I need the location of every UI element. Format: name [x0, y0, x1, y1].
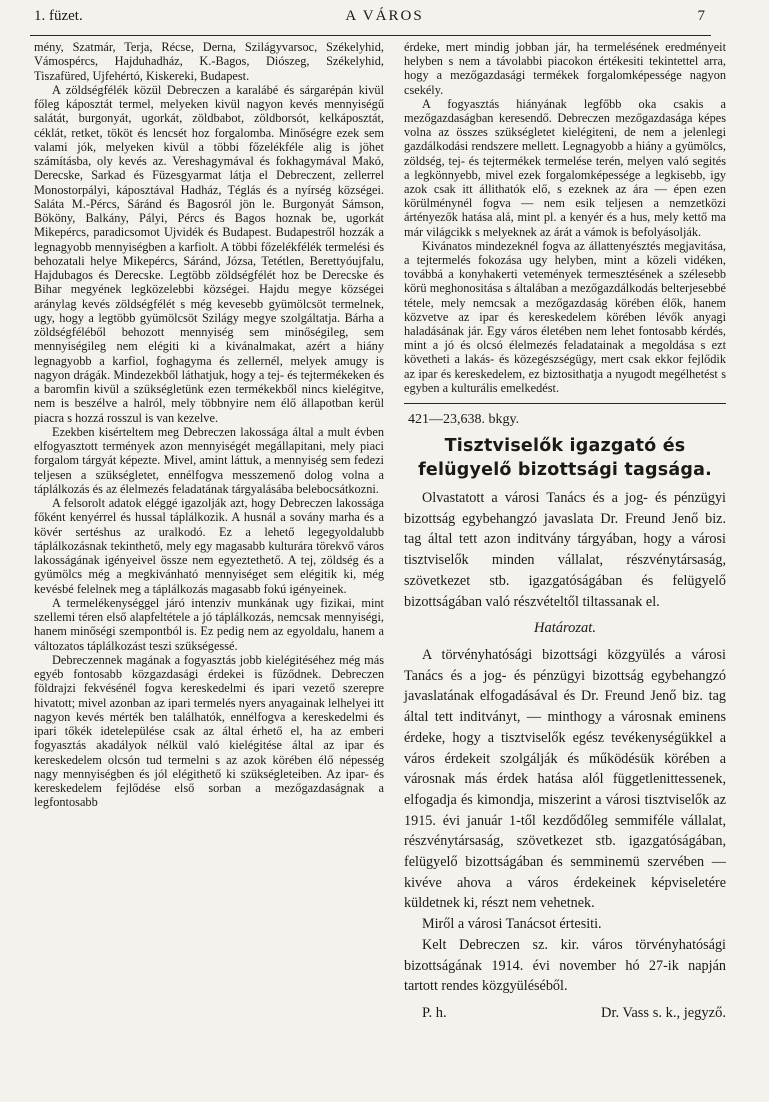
header-rule: [30, 35, 711, 36]
proposal-paragraph: Olvastatott a városi Tanács és a jog- és pénzügyi bizottság egybehangzó javaslata Dr. Freund Jenő biz. tag által tett azon inditvány tárgyában, hogy a városi tisztviselők minden vállalat, részvénytársaság, szövetkezet stb. igazgatóságában és felügyelő bizottságában való részvételtől tiltassanak el.: [404, 490, 726, 610]
dated-paragraph: Kelt Debreczen sz. kir. város törvényhatósági bizottságának 1914. évi november hó 27-ik napján tartott rendes közgyüléséből.: [404, 936, 726, 995]
publication-title: A VÁROS: [345, 8, 424, 24]
signature-line: [404, 1005, 726, 1027]
running-header: [0, 8, 769, 30]
signatory: Dr. Vass s. k., jegyző.: [601, 1004, 726, 1021]
document-number: 421—23,638. bkgy.: [408, 412, 520, 428]
decision-paragraph: A törvényhatósági bizottsági közgyülés a városi Tanács és a jog- és pénzügyi bizottság egybehangzó javaslatának elfogadásával és Dr. Freund Jenő biz. tag által tett inditványt, — minthogy a városnak eminens érdeke, hogy a tisztviselők egész tevékenységükkel a város érdekeit szolgálják és működésük körében a városnak más érdek hatása alól függetlenittessenek, elfogadja és kimondja, miszerint a városi tisztviselők az 1915. évi január 1-től kezdődőleg semmiféle vállalat, részvénytársaság, szövetkezet stb. igazgatóságában, felügyelő bizottságában és semminemü szervében — kivéve ahova a város érdekeinek képviseletére küldetnek ki, részt nem vehetnek.: [404, 647, 726, 912]
paragraph: érdeke, mert mindig jobban jár, ha termelésének eredményeit helyben s nem a távolabbi piacokon értékesiti tekintettel arra, hogy a mezőgazdasági termékek forgalomképessége nagyon csekély.: [404, 40, 726, 97]
paragraph: Kivánatos mindezeknél fogva az állattenyésztés megjavitása, a tejtermelés fokozása ugy helyben, mint a közeli vidéken, továbbá a konyhakerti vetemények termesztésének a szélesebb körü meghonositása s általában a mezőgazdálkodás belterjesebbé tétele, mely nemcsak a mezőgazdaság körében élők, hanem közvetve az ipar és kereskedelem körében lévők anyagi haladásának jár. Egy város életében nem lehet fontosabb kérdés, mint a jó és olcsó élelmezés feladatainak a megoldása s ezt követheti a lakás- és közegészségügy, mert csak ekkor fejlődik az ipar és kereskedelem, ez biztosithatja a nyugodt megélhetést s egyben a kulturális emelkedést.: [404, 238, 726, 395]
section-divider: [404, 403, 726, 404]
right-column: [404, 40, 726, 1027]
paragraph: mény, Szatmár, Terja, Récse, Derna, Szilágyvarsoc, Székelyhid, Vámospércs, Hajduhadház, K.-Bagos, Diószeg, Székelyhid, Tiszafüred, Ujfehértó, Kiskereki, Budapest.: [34, 40, 384, 83]
paragraph: A fogyasztás hiányának legfőbb oka csakis a mezőgazdaságban keresendő. Debreczen mezőgazdasága képes volna az összes szükségletet kielégiteni, de nem a jelenlegi gazdálkodási rendszere mellett. Legnagyobb a hiány a gyümölcs, zöldség, tej- és tejtermékek termelése terén, melyen való segités a legkönnyebb, mivel ezek forgalomképessége a legkisebb, igy azok csak itt állithatók elő, s ezeknek az ára — épen ezen körülménynél fogva — nem esik teljesen a nemzetközi ártényezők hatása alá, mint pl. a kenyér és a hus, mely kettő ma már világcikk s melyeknek az árát a vámok is befolyásolják.: [404, 96, 726, 239]
article-continuation: [404, 40, 726, 395]
paragraph: A zöldségfélék közül Debreczen a karalábé és sárgarépán kivül főleg káposztát termel, melyeken kivül nagyon kevés mennyiségű salátát, burgonyát, ugorkát, zöldbabot, zöldborsót, kelkáposztát, céklát, retket, tököt és lencsét hoz forgalomba. Minőségre ezek sem valami jók, melyeken kivül a többi főzelékféle alig is jöhet számításba, oly kevés az. Vereshagymával és fokhagymával Makó, Derecske, Sarkad és Füzesgyarmat látja el Debreczent, zellerrel Monostorpályi, káposztával Hadház, Téglás és a nyírség községei. Saláta M.-Pércs, Sáránd és Bagosról jön le. Burgonyát Sámson, Bököny, Balkány, Pályi, Pércs és Bagos hoznak be, ugorkát Mikepércs, paradicsomot Ujvidék és Budapest. Budapestről hozzák a legnagyobb mennyiségben a karfiolt. A többi főzelékfélék termelési és behozatali helye Mikepércs, Sáránd, Józsa, Tetétlen, Berettyóujfalu, Hajdubagos és Derecske. Legtöbb zöldségfélét hoz be Derecske és Bihar megyének legközelebbi községei. Hajdu megye községei aránylag kevés zöldségfélét s még kevesebb gyümölcsöt termelnek, ugy, hogy a legtöbb gyümölcsöt Szilágy megye szolgáltatja. Bárha a zöldségféléből behozott mennyiség sem minőségileg, sem mennyiségileg nem elégiti ki a kivánalmakat, azért a hiány legnagyobb a karfiol, foghagyma és zellernél, melyek amugy is nagyon drágák. Mindezekből láthatjuk, hogy a tej- és tejtermékeken és a baromfin kivül a szükségletünk ezen termékekből nincs kielégitve, nem is beszélve a halról, mely többnyire nem élő állapotban kerül piacra s hozzá rosszul is van kezelve.: [34, 82, 384, 425]
seal-mark: P. h.: [422, 1004, 447, 1021]
paragraph: Ezekben kisérteltem meg Debreczen lakossága által a mult évben elfogyasztott termények azon mennyiségét megállapitani, mely piaci forgalom tárgyát képezte. Mivel, amint láttuk, a mennyiség sem fedezi teljesen a szükségletet, ennélfogva messzemenő dolog volna a táplálkozás és az élelmezés feladatának tárgyalásába belebocsátkozni.: [34, 424, 384, 496]
paragraph: A termelékenységgel járó intenziv munkának ugy fizikai, mint szellemi téren első alapfeltétele a jó táplálkozás, nemcsak mennyiségi, hanem minőségi szempontból is. Ez pedig nem az egyoldalu, hanem a változatos táplálkozást teszi szükségessé.: [34, 595, 384, 653]
page-number: 7: [697, 8, 705, 24]
decision-title: Határozat.: [534, 620, 596, 637]
paragraph: A felsorolt adatok eléggé igazolják azt, hogy Debreczen lakossága főként kenyérrel és hussal táplálkozik. A husnál a sovány marha és a kövér sertéshus az uralkodó. Ez a lehető legegyoldalubb táplálkozásnak tekinthető, mely egy magasabb kulturára törekvő város lakosságának igényeivel össze nem egyeztethető. A tej, zöldség és a gyümölcs még a megkivánható mennyiséget sem elégitik ki, még kevésbé felelnek meg a táplálkozás magasabb fokú igényeinek.: [34, 496, 384, 596]
notice-paragraph: Miről a városi Tanácsot értesiti.: [422, 916, 602, 933]
section-heading: Tisztviselők igazgató és felügyelő bizottsági tagsága.: [418, 436, 712, 481]
resolution-text: [404, 488, 726, 997]
paragraph: Debreczennek magának a fogyasztás jobb kielégitéséhez még más egyéb fontosabb közgazdasági érdekei is fűződnek. Debreczen földrajzi fekvésénél fogva kereskedelmi és ipari vezető szerepre hivatott; mivel azonban az ipari termelés nyers anyagainak lelhelyei itt nagyon kevés mérték ben találhatók, ennélfogva a kereskedelmi és ipari tőkék idetelepülése csak az által érhető el, ha az emberi fogyasztás akadályok nélkül való kielégitése által az ipar és kereskedelem olcsón tud termelni s az azok körében élő népesség nagy mennyiségben és jól elégithető ki szükségleteiben. Az ipar- és kereskedelem fejlődése első sorban a mezőgazdaságnak a legfontosabb: [34, 652, 384, 810]
issue-label: 1. füzet.: [34, 8, 83, 24]
left-column: [34, 40, 384, 810]
